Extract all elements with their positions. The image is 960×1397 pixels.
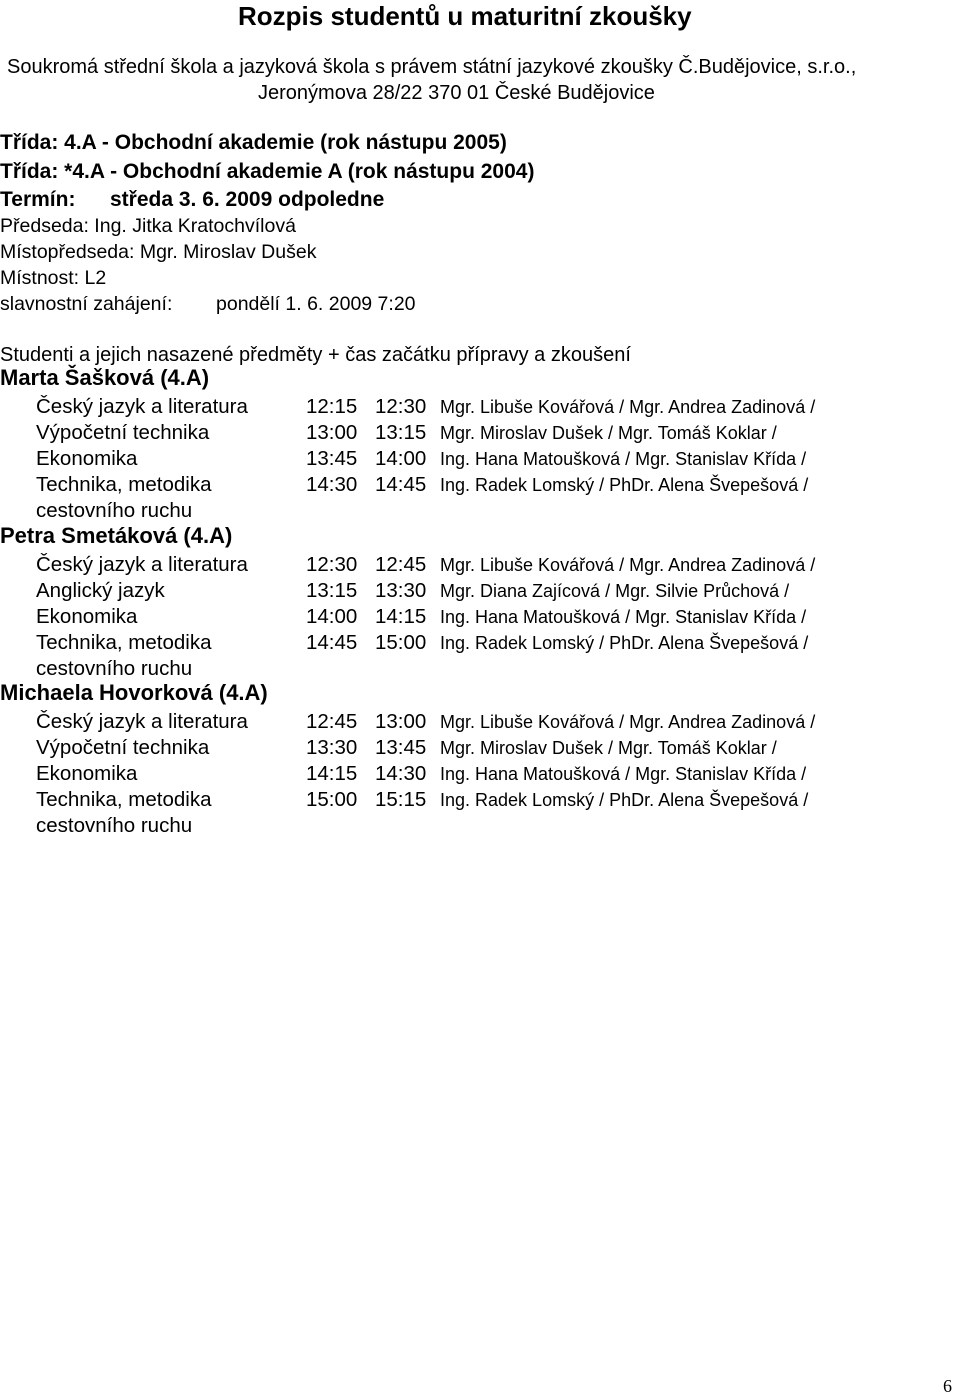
examiners: Ing. Hana Matoušková / Mgr. Stanislav Křída / bbox=[440, 607, 807, 627]
exam-start-time: 14:15 bbox=[375, 605, 427, 628]
prep-start-time: 13:00 bbox=[306, 421, 358, 444]
page-number: 6 bbox=[943, 1376, 952, 1396]
exam-start-time: 13:00 bbox=[375, 710, 427, 733]
prep-start-time: 14:15 bbox=[306, 762, 358, 785]
exam-subject-continued: cestovního ruchu bbox=[36, 814, 193, 837]
prep-start-time: 12:30 bbox=[306, 553, 358, 576]
exam-subject: Ekonomika bbox=[36, 762, 138, 785]
exam-start-time: 12:45 bbox=[375, 553, 427, 576]
exam-start-time: 14:30 bbox=[375, 762, 427, 785]
opening-value: pondělí 1. 6. 2009 7:20 bbox=[216, 293, 416, 315]
term-value: středa 3. 6. 2009 odpoledne bbox=[110, 188, 385, 211]
prep-start-time: 15:00 bbox=[306, 788, 358, 811]
exam-subject-continued: cestovního ruchu bbox=[36, 499, 193, 522]
prep-start-time: 12:45 bbox=[306, 710, 358, 733]
examiners: Ing. Radek Lomský / PhDr. Alena Švepešová / bbox=[440, 790, 809, 810]
room-line: Místnost: L2 bbox=[0, 267, 107, 289]
opening-label: slavnostní zahájení: bbox=[0, 293, 173, 315]
examiners: Mgr. Diana Zajícová / Mgr. Silvie Průchová / bbox=[440, 581, 790, 601]
exam-start-time: 15:15 bbox=[375, 788, 427, 811]
exam-start-time: 14:45 bbox=[375, 473, 427, 496]
page-title: Rozpis studentů u maturitní zkoušky bbox=[238, 1, 692, 31]
term-label: Termín: bbox=[0, 188, 76, 211]
exam-start-time: 13:15 bbox=[375, 421, 427, 444]
exam-subject: Výpočetní technika bbox=[36, 736, 210, 759]
examiners: Mgr. Libuše Kovářová / Mgr. Andrea Zadinová / bbox=[440, 397, 816, 417]
class-line-2: Třída: *4.A - Obchodní akademie A (rok nástupu 2004) bbox=[0, 160, 535, 183]
examiners: Ing. Hana Matoušková / Mgr. Stanislav Křída / bbox=[440, 449, 807, 469]
prep-start-time: 14:00 bbox=[306, 605, 358, 628]
students-intro: Studenti a jejich nasazené předměty + čas začátku přípravy a zkoušení bbox=[0, 344, 631, 366]
exam-subject: Technika, metodika bbox=[36, 473, 212, 496]
student-name: Marta Šašková (4.A) bbox=[0, 365, 210, 390]
exam-start-time: 14:00 bbox=[375, 447, 427, 470]
exam-subject: Český jazyk a literatura bbox=[36, 395, 248, 418]
school-address-line: Jeronýmova 28/22 370 01 České Budějovice bbox=[258, 82, 655, 104]
student-name: Petra Smetáková (4.A) bbox=[0, 523, 233, 548]
exam-subject: Ekonomika bbox=[36, 447, 138, 470]
examiners: Mgr. Libuše Kovářová / Mgr. Andrea Zadinová / bbox=[440, 712, 816, 732]
prep-start-time: 13:45 bbox=[306, 447, 358, 470]
examiners: Mgr. Miroslav Dušek / Mgr. Tomáš Koklar / bbox=[440, 423, 777, 443]
exam-subject: Anglický jazyk bbox=[36, 579, 165, 602]
exam-start-time: 15:00 bbox=[375, 631, 427, 654]
exam-subject: Technika, metodika bbox=[36, 631, 212, 654]
exam-subject: Technika, metodika bbox=[36, 788, 212, 811]
class-line-1: Třída: 4.A - Obchodní akademie (rok nástupu 2005) bbox=[0, 131, 507, 154]
prep-start-time: 13:15 bbox=[306, 579, 358, 602]
examiners: Ing. Radek Lomský / PhDr. Alena Švepešová / bbox=[440, 633, 809, 653]
chair-line: Předseda: Ing. Jitka Kratochvílová bbox=[0, 215, 296, 237]
exam-subject: Ekonomika bbox=[36, 605, 138, 628]
exam-start-time: 13:30 bbox=[375, 579, 427, 602]
exam-subject-continued: cestovního ruchu bbox=[36, 657, 193, 680]
student-name: Michaela Hovorková (4.A) bbox=[0, 680, 268, 705]
prep-start-time: 12:15 bbox=[306, 395, 358, 418]
exam-subject: Výpočetní technika bbox=[36, 421, 210, 444]
school-name-line1: Soukromá střední škola a jazyková škola s právem státní jazykové zkoušky Č.Budějovice, s.r.o., bbox=[7, 56, 857, 78]
examiners: Mgr. Miroslav Dušek / Mgr. Tomáš Koklar / bbox=[440, 738, 777, 758]
vice-chair-line: Místopředseda: Mgr. Miroslav Dušek bbox=[0, 241, 317, 263]
exam-start-time: 13:45 bbox=[375, 736, 427, 759]
examiners: Ing. Radek Lomský / PhDr. Alena Švepešová / bbox=[440, 475, 809, 495]
exam-subject: Český jazyk a literatura bbox=[36, 710, 248, 733]
prep-start-time: 13:30 bbox=[306, 736, 358, 759]
prep-start-time: 14:45 bbox=[306, 631, 358, 654]
exam-subject: Český jazyk a literatura bbox=[36, 553, 248, 576]
prep-start-time: 14:30 bbox=[306, 473, 358, 496]
examiners: Ing. Hana Matoušková / Mgr. Stanislav Křída / bbox=[440, 764, 807, 784]
exam-start-time: 12:30 bbox=[375, 395, 427, 418]
examiners: Mgr. Libuše Kovářová / Mgr. Andrea Zadinová / bbox=[440, 555, 816, 575]
